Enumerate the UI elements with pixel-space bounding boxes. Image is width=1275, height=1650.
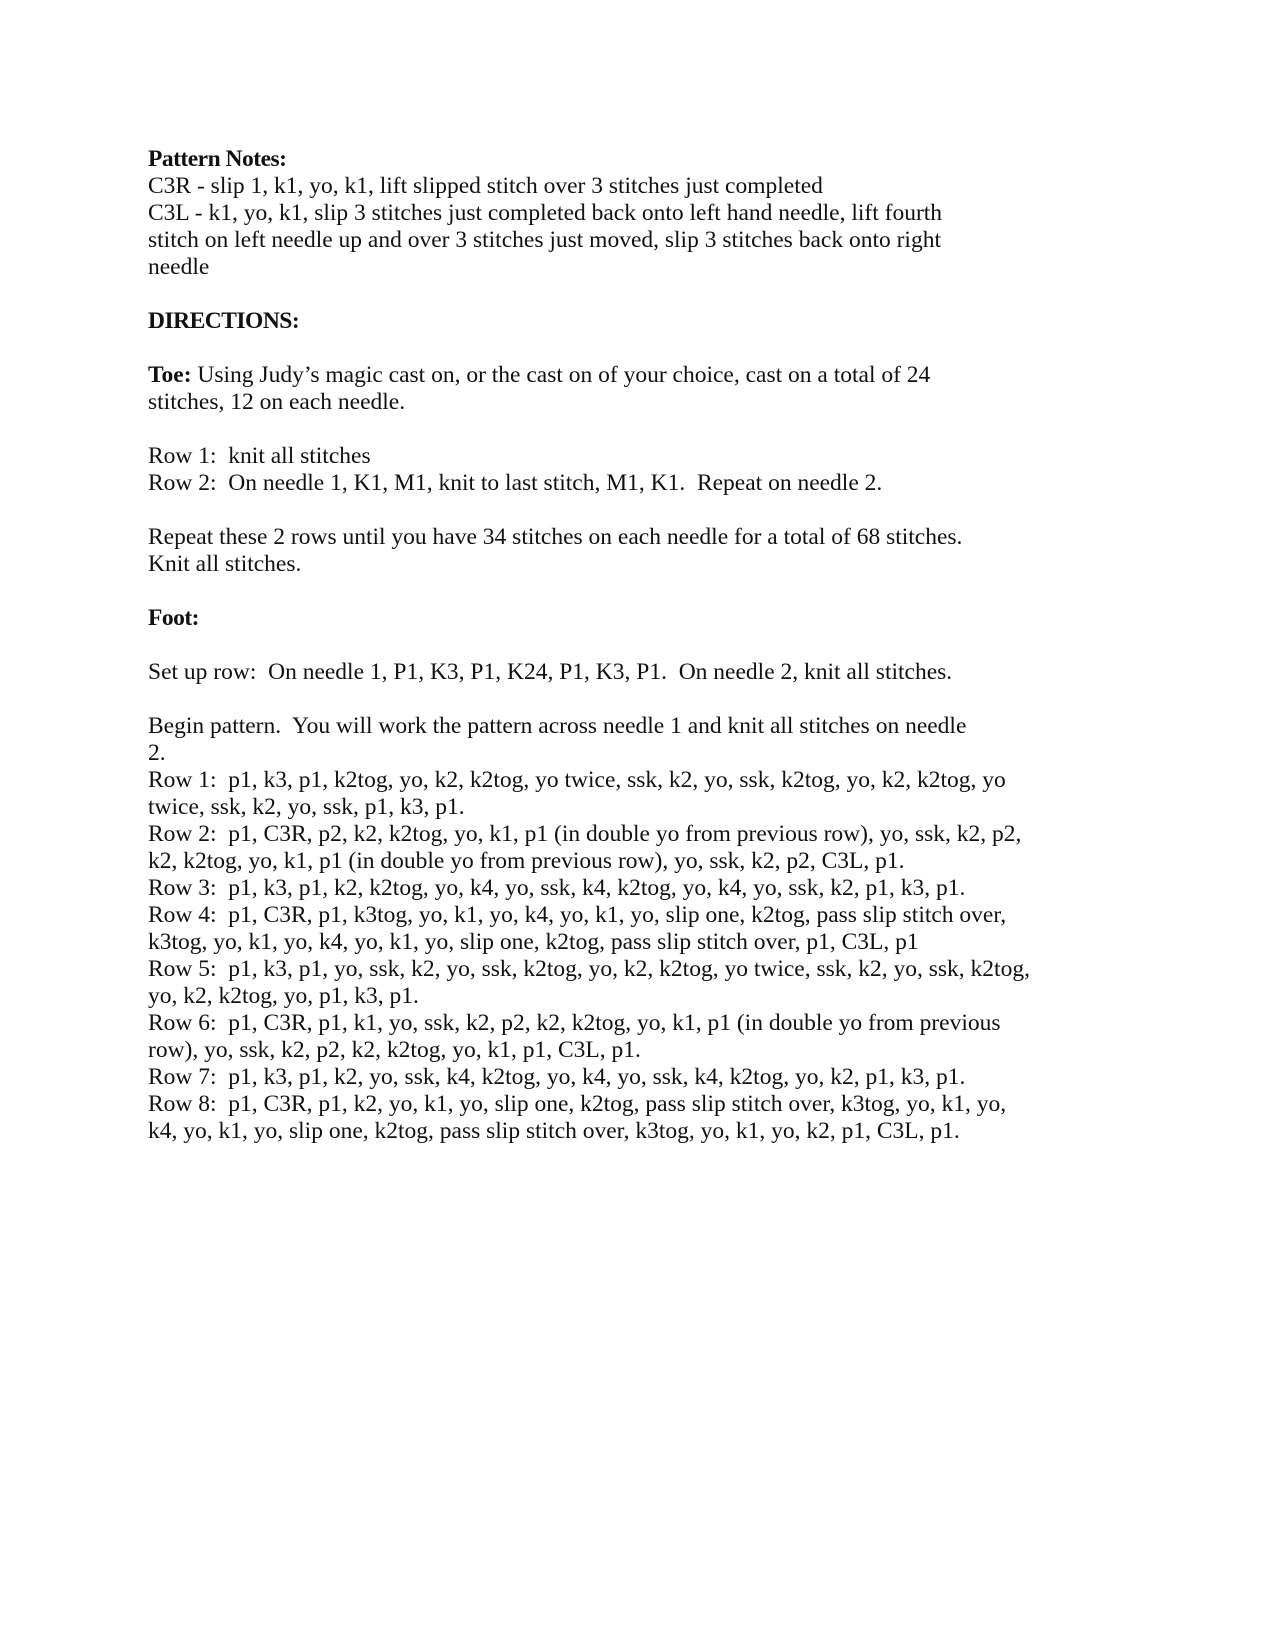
toe-intro-text: Using Judy’s magic cast on, or the cast on of your choice, cast on a total of 24 <box>191 362 931 388</box>
foot-row-line: Row 8: p1, C3R, p1, k2, yo, k1, yo, slip one, k2tog, pass slip stitch over, k3tog, yo, k1, yo, <box>148 1091 1007 1117</box>
foot-row-line: k3tog, yo, k1, yo, k4, yo, k1, yo, slip one, k2tog, pass slip stitch over, p1, C3L, p1 <box>148 929 919 955</box>
spacer <box>148 335 1128 362</box>
pattern-notes-heading: Pattern Notes: <box>148 146 287 172</box>
foot-row-line: twice, ssk, k2, yo, ssk, p1, k3, p1. <box>148 794 465 820</box>
toe-row: Row 1: knit all stitches <box>148 443 371 469</box>
spacer <box>148 686 1128 713</box>
note-line: stitch on left needle up and over 3 stitches just moved, slip 3 stitches back onto right <box>148 227 941 253</box>
foot-row-line: Row 2: p1, C3R, p2, k2, k2tog, yo, k1, p1 (in double yo from previous row), yo, ssk, k2, p2, <box>148 821 1022 847</box>
toe-row: Row 2: On needle 1, K1, M1, knit to last stitch, M1, K1. Repeat on needle 2. <box>148 470 883 496</box>
foot-heading: Foot: <box>148 605 200 631</box>
note-line: C3L - k1, yo, k1, slip 3 stitches just completed back onto left hand needle, lift fourth <box>148 200 943 226</box>
foot-row-line: Row 6: p1, C3R, p1, k1, yo, ssk, k2, p2, k2, k2tog, yo, k1, p1 (in double yo from previous <box>148 1010 1001 1036</box>
toe-repeat-line: Knit all stitches. <box>148 551 302 577</box>
directions-heading: DIRECTIONS: <box>148 308 300 334</box>
note-line: C3R - slip 1, k1, yo, k1, lift slipped stitch over 3 stitches just completed <box>148 173 823 199</box>
foot-row-line: Row 5: p1, k3, p1, yo, ssk, k2, yo, ssk, k2tog, yo, k2, k2tog, yo twice, ssk, k2, yo, ssk, k2tog, <box>148 956 1030 982</box>
foot-row-line: Row 4: p1, C3R, p1, k3tog, yo, k1, yo, k4, yo, k1, yo, slip one, k2tog, pass slip stitch over, <box>148 902 1007 928</box>
foot-row-line: yo, k2, k2tog, yo, p1, k3, p1. <box>148 983 419 1009</box>
foot-row-line: k2, k2tog, yo, k1, p1 (in double yo from previous row), yo, ssk, k2, p2, C3L, p1. <box>148 848 905 874</box>
foot-row-line: Row 7: p1, k3, p1, k2, yo, ssk, k4, k2tog, yo, k4, yo, ssk, k4, k2tog, yo, k2, p1, k3, p1. <box>148 1064 966 1090</box>
foot-begin-line: Begin pattern. You will work the pattern across needle 1 and knit all stitches on needle <box>148 713 967 739</box>
toe-label: Toe: <box>148 362 192 388</box>
foot-row-line: Row 1: p1, k3, p1, k2tog, yo, k2, k2tog, yo twice, ssk, k2, yo, ssk, k2tog, yo, k2, k2tog, yo <box>148 767 1006 793</box>
spacer <box>148 632 1128 659</box>
spacer <box>148 281 1128 308</box>
note-line: needle <box>148 254 210 280</box>
toe-intro-line <box>148 362 1128 389</box>
foot-row-line: row), yo, ssk, k2, p2, k2, k2tog, yo, k1, p1, C3L, p1. <box>148 1037 641 1063</box>
spacer <box>148 497 1128 524</box>
foot-row-line: Row 3: p1, k3, p1, k2, k2tog, yo, k4, yo, ssk, k4, k2tog, yo, k4, yo, ssk, k2, p1, k3, p1. <box>148 875 966 901</box>
toe-intro-line: stitches, 12 on each needle. <box>148 389 406 415</box>
spacer <box>148 578 1128 605</box>
document-page <box>148 146 1128 1145</box>
foot-setup-row: Set up row: On needle 1, P1, K3, P1, K24, P1, K3, P1. On needle 2, knit all stitches. <box>148 659 953 685</box>
toe-repeat-line: Repeat these 2 rows until you have 34 stitches on each needle for a total of 68 stitches. <box>148 524 963 550</box>
foot-begin-line: 2. <box>148 740 166 766</box>
foot-row-line: k4, yo, k1, yo, slip one, k2tog, pass slip stitch over, k3tog, yo, k1, yo, k2, p1, C3L, p1. <box>148 1118 960 1144</box>
spacer <box>148 416 1128 443</box>
